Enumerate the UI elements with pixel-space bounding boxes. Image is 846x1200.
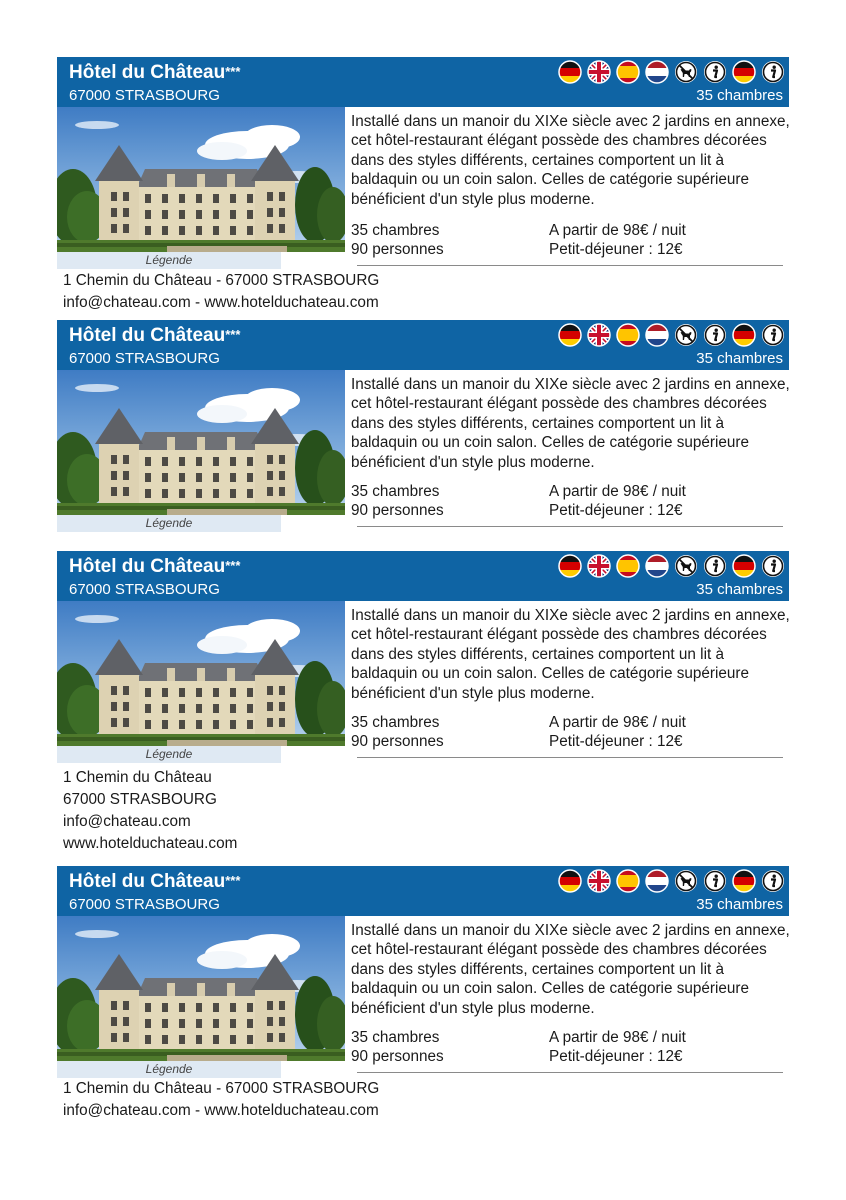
dutch-flag-icon bbox=[645, 60, 669, 84]
rooms-stat: 35 chambres bbox=[351, 714, 440, 731]
dutch-flag-icon bbox=[645, 869, 669, 893]
uk-flag-icon bbox=[587, 60, 611, 84]
star-rating: *** bbox=[225, 558, 241, 573]
uk-flag-icon bbox=[587, 554, 611, 578]
rooms-count-header: 35 chambres bbox=[696, 87, 783, 104]
listing-header bbox=[57, 551, 789, 601]
hotel-city: 67000 STRASBOURG bbox=[69, 350, 220, 367]
hotel-name: Hôtel du Château*** bbox=[69, 62, 241, 83]
star-rating: *** bbox=[225, 327, 241, 342]
breakfast-stat: Petit-déjeuner : 12€ bbox=[549, 241, 683, 258]
no-dogs-icon bbox=[674, 60, 698, 84]
info-icon bbox=[703, 60, 727, 84]
photo-caption: Légende bbox=[57, 252, 281, 269]
star-rating: *** bbox=[225, 64, 241, 79]
divider bbox=[357, 1072, 783, 1073]
price-stat: A partir de 98€ / nuit bbox=[549, 483, 686, 500]
info-icon bbox=[703, 554, 727, 578]
dutch-flag-icon bbox=[645, 554, 669, 578]
price-stat: A partir de 98€ / nuit bbox=[549, 222, 686, 239]
icon-row bbox=[558, 554, 785, 578]
spanish-flag-icon bbox=[616, 554, 640, 578]
spanish-flag-icon bbox=[616, 60, 640, 84]
price-stat: A partir de 98€ / nuit bbox=[549, 1029, 686, 1046]
breakfast-stat: Petit-déjeuner : 12€ bbox=[549, 502, 683, 519]
hotel-description: Installé dans un manoir du XIXe siècle avec 2 jardins en annexe, cet hôtel-restaurant élégant possède des chambres décorées dans des styles différents, certaines comportent un lit à baldaquin ou un coin salon. Celles de catégorie supérieure bénéficient d'un style plus moderne. bbox=[351, 376, 790, 471]
info-icon bbox=[761, 60, 785, 84]
no-dogs-icon bbox=[674, 323, 698, 347]
photo-caption: Légende bbox=[57, 515, 281, 532]
hotel-listing-1 bbox=[57, 57, 789, 319]
address-street: 1 Chemin du Château bbox=[63, 769, 212, 786]
address-city: 67000 STRASBOURG bbox=[63, 791, 217, 808]
hotel-name: Hôtel du Château*** bbox=[69, 325, 241, 346]
info-icon bbox=[703, 323, 727, 347]
german-flag-icon bbox=[558, 554, 582, 578]
hotel-description: Installé dans un manoir du XIXe siècle avec 2 jardins en annexe, cet hôtel-restaurant élégant possède des chambres décorées dans des styles différents, certaines comportent un lit à baldaquin ou un coin salon. Celles de catégorie supérieure bénéficient d'un style plus moderne. bbox=[351, 113, 790, 208]
hotel-name: Hôtel du Château*** bbox=[69, 871, 241, 892]
photo-caption: Légende bbox=[57, 746, 281, 763]
persons-stat: 90 personnes bbox=[351, 241, 444, 258]
hotel-listing-4 bbox=[57, 866, 789, 1128]
divider bbox=[357, 265, 783, 266]
star-rating: *** bbox=[225, 873, 241, 888]
no-dogs-icon bbox=[674, 869, 698, 893]
castle-photo bbox=[57, 916, 345, 1061]
divider bbox=[357, 526, 783, 527]
breakfast-stat: Petit-déjeuner : 12€ bbox=[549, 733, 683, 750]
photo-block bbox=[57, 370, 345, 532]
german-flag-icon bbox=[558, 323, 582, 347]
hotel-city: 67000 STRASBOURG bbox=[69, 581, 220, 598]
hotel-city: 67000 STRASBOURG bbox=[69, 896, 220, 913]
spanish-flag-icon bbox=[616, 869, 640, 893]
spanish-flag-icon bbox=[616, 323, 640, 347]
icon-row bbox=[558, 869, 785, 893]
hotel-listing-2 bbox=[57, 320, 789, 532]
rooms-stat: 35 chambres bbox=[351, 1029, 440, 1046]
rooms-count-header: 35 chambres bbox=[696, 896, 783, 913]
photo-block bbox=[57, 916, 345, 1078]
hotel-city: 67000 STRASBOURG bbox=[69, 87, 220, 104]
german-flag-icon bbox=[732, 554, 756, 578]
photo-caption: Légende bbox=[57, 1061, 281, 1078]
contact-line: info@chateau.com - www.hotelduchateau.com bbox=[63, 1102, 379, 1119]
info-icon bbox=[703, 869, 727, 893]
listing-header bbox=[57, 57, 789, 107]
contact-line: info@chateau.com - www.hotelduchateau.com bbox=[63, 294, 379, 311]
address-email: info@chateau.com bbox=[63, 813, 191, 830]
rooms-stat: 35 chambres bbox=[351, 483, 440, 500]
hotel-description: Installé dans un manoir du XIXe siècle avec 2 jardins en annexe, cet hôtel-restaurant élégant possède des chambres décorées dans des styles différents, certaines comportent un lit à baldaquin ou un coin salon. Celles de catégorie supérieure bénéficient d'un style plus moderne. bbox=[351, 922, 790, 1017]
info-icon bbox=[761, 554, 785, 578]
photo-block bbox=[57, 601, 345, 763]
hotel-name: Hôtel du Château*** bbox=[69, 556, 241, 577]
address-website: www.hotelduchateau.com bbox=[63, 835, 238, 852]
divider bbox=[357, 757, 783, 758]
uk-flag-icon bbox=[587, 323, 611, 347]
german-flag-icon bbox=[732, 60, 756, 84]
rooms-count-header: 35 chambres bbox=[696, 350, 783, 367]
info-icon bbox=[761, 323, 785, 347]
german-flag-icon bbox=[732, 323, 756, 347]
hotel-description: Installé dans un manoir du XIXe siècle avec 2 jardins en annexe, cet hôtel-restaurant élégant possède des chambres décorées dans des styles différents, certaines comportent un lit à baldaquin ou un coin salon. Celles de catégorie supérieure bénéficient d'un style plus moderne. bbox=[351, 607, 790, 702]
castle-photo bbox=[57, 107, 345, 252]
breakfast-stat: Petit-déjeuner : 12€ bbox=[549, 1048, 683, 1065]
hotel-listing-3 bbox=[57, 551, 789, 856]
address-line: 1 Chemin du Château - 67000 STRASBOURG bbox=[63, 1080, 380, 1097]
listing-header bbox=[57, 866, 789, 916]
photo-block bbox=[57, 107, 345, 269]
info-icon bbox=[761, 869, 785, 893]
icon-row bbox=[558, 60, 785, 84]
dutch-flag-icon bbox=[645, 323, 669, 347]
persons-stat: 90 personnes bbox=[351, 1048, 444, 1065]
persons-stat: 90 personnes bbox=[351, 733, 444, 750]
castle-photo bbox=[57, 370, 345, 515]
german-flag-icon bbox=[732, 869, 756, 893]
address-line: 1 Chemin du Château - 67000 STRASBOURG bbox=[63, 272, 380, 289]
icon-row bbox=[558, 323, 785, 347]
uk-flag-icon bbox=[587, 869, 611, 893]
german-flag-icon bbox=[558, 60, 582, 84]
castle-photo bbox=[57, 601, 345, 746]
rooms-count-header: 35 chambres bbox=[696, 581, 783, 598]
rooms-stat: 35 chambres bbox=[351, 222, 440, 239]
price-stat: A partir de 98€ / nuit bbox=[549, 714, 686, 731]
persons-stat: 90 personnes bbox=[351, 502, 444, 519]
listing-header bbox=[57, 320, 789, 370]
no-dogs-icon bbox=[674, 554, 698, 578]
german-flag-icon bbox=[558, 869, 582, 893]
